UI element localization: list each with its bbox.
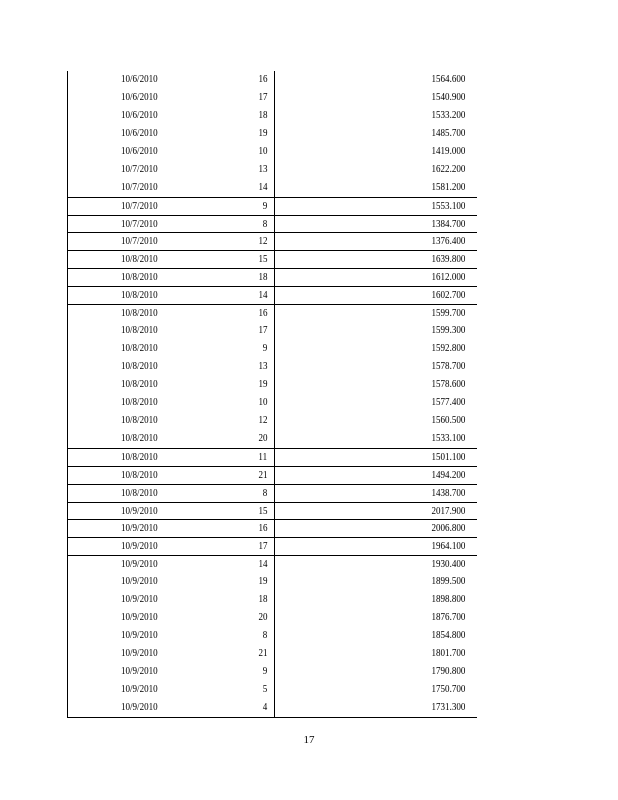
table-row	[68, 627, 477, 645]
value-cell: 1494.200	[431, 469, 465, 481]
table-row	[68, 340, 477, 358]
value-cell: 1930.400	[431, 559, 465, 571]
value-cell: 1599.700	[431, 308, 465, 320]
table-row	[68, 215, 477, 233]
value-cell: 1577.400	[431, 396, 465, 408]
table-row	[68, 286, 477, 304]
column-divider	[274, 71, 275, 718]
date-cell: 10/7/2010	[121, 236, 158, 248]
table-row	[68, 394, 477, 412]
value-cell: 1438.700	[431, 487, 465, 499]
id-cell: 16	[257, 523, 267, 535]
value-cell: 1564.600	[431, 74, 465, 85]
date-cell: 10/9/2010	[121, 576, 158, 588]
date-cell: 10/9/2010	[121, 541, 158, 553]
value-cell: 1898.800	[431, 594, 465, 606]
id-cell: 17	[257, 541, 267, 553]
table-row	[68, 663, 477, 681]
table-row	[68, 161, 477, 179]
date-cell: 10/9/2010	[121, 683, 158, 695]
table-row	[68, 197, 477, 215]
id-cell: 8	[262, 630, 267, 642]
value-cell: 1501.100	[431, 451, 465, 463]
date-cell: 10/6/2010	[121, 74, 158, 85]
date-cell: 10/8/2010	[121, 290, 158, 302]
value-cell: 1581.200	[431, 181, 465, 193]
id-cell: 16	[257, 308, 267, 320]
date-cell: 10/8/2010	[121, 343, 158, 355]
table-row	[68, 107, 477, 125]
date-cell: 10/9/2010	[121, 505, 158, 517]
table-row	[68, 537, 477, 555]
date-cell: 10/9/2010	[121, 701, 158, 713]
value-cell: 1612.000	[431, 272, 465, 284]
value-cell: 1801.700	[431, 648, 465, 659]
table-row	[68, 268, 477, 286]
date-cell: 10/7/2010	[121, 181, 158, 193]
date-cell: 10/8/2010	[121, 396, 158, 408]
date-cell: 10/8/2010	[121, 308, 158, 320]
id-cell: 14	[257, 181, 267, 193]
id-cell: 8	[262, 487, 267, 499]
value-cell: 1599.300	[431, 325, 465, 337]
value-cell: 1876.700	[431, 612, 465, 624]
id-cell: 15	[257, 505, 267, 517]
date-cell: 10/8/2010	[121, 451, 158, 463]
value-cell: 1964.100	[431, 541, 465, 553]
page-number: 17	[303, 734, 315, 746]
id-cell: 20	[257, 432, 267, 444]
value-cell: 1533.100	[431, 432, 465, 444]
id-cell: 8	[262, 218, 267, 230]
table-row	[68, 591, 477, 609]
id-cell: 12	[257, 414, 267, 426]
date-cell: 10/7/2010	[121, 163, 158, 175]
id-cell: 13	[257, 163, 267, 175]
date-cell: 10/6/2010	[121, 145, 158, 157]
value-cell: 1622.200	[431, 163, 465, 175]
table-row	[68, 430, 477, 448]
date-cell: 10/8/2010	[121, 469, 158, 481]
id-cell: 20	[257, 612, 267, 624]
table-row	[68, 555, 477, 573]
date-cell: 10/6/2010	[121, 109, 158, 121]
id-cell: 18	[257, 594, 267, 606]
id-cell: 9	[262, 343, 267, 355]
value-cell: 1553.100	[431, 200, 465, 212]
id-cell: 11	[258, 451, 267, 463]
value-cell: 1731.300	[431, 701, 465, 713]
table-row	[68, 250, 477, 268]
date-cell: 10/7/2010	[121, 218, 158, 230]
table-row	[68, 179, 477, 197]
id-cell: 4	[262, 701, 267, 713]
table-row	[68, 699, 477, 717]
date-cell: 10/9/2010	[121, 665, 158, 677]
value-cell: 1750.700	[431, 683, 465, 695]
date-cell: 10/9/2010	[121, 630, 158, 642]
id-cell: 19	[257, 576, 267, 588]
value-cell: 1560.500	[431, 414, 465, 426]
table-row	[68, 376, 477, 394]
date-cell: 10/8/2010	[121, 361, 158, 372]
id-cell: 19	[257, 378, 267, 390]
value-cell: 1578.600	[431, 378, 465, 390]
date-cell: 10/7/2010	[121, 200, 158, 212]
value-cell: 1376.400	[431, 236, 465, 248]
id-cell: 10	[257, 145, 267, 157]
date-cell: 10/8/2010	[121, 487, 158, 499]
id-cell: 5	[262, 683, 267, 695]
id-cell: 13	[257, 361, 267, 372]
value-cell: 1384.700	[431, 218, 465, 230]
date-cell: 10/8/2010	[121, 254, 158, 266]
table-row	[68, 466, 477, 484]
date-cell: 10/8/2010	[121, 414, 158, 426]
date-cell: 10/6/2010	[121, 127, 158, 139]
value-cell: 1578.700	[431, 361, 465, 372]
value-cell: 1790.800	[431, 665, 465, 677]
id-cell: 19	[257, 127, 267, 139]
id-cell: 16	[257, 74, 267, 85]
table-row	[68, 89, 477, 107]
date-cell: 10/9/2010	[121, 523, 158, 535]
date-cell: 10/6/2010	[121, 91, 158, 103]
data-table	[67, 71, 477, 718]
table-row	[68, 573, 477, 591]
table-row	[68, 125, 477, 143]
date-cell: 10/8/2010	[121, 325, 158, 337]
table-row	[68, 143, 477, 161]
value-cell: 2017.900	[431, 505, 465, 517]
table-row	[68, 232, 477, 250]
value-cell: 2006.800	[431, 523, 465, 535]
id-cell: 18	[257, 109, 267, 121]
table-row	[68, 304, 477, 322]
table-row	[68, 484, 477, 502]
id-cell: 12	[257, 236, 267, 248]
value-cell: 1592.800	[431, 343, 465, 355]
value-cell: 1533.200	[431, 109, 465, 121]
table-row	[68, 448, 477, 466]
table-row	[68, 71, 477, 89]
date-cell: 10/8/2010	[121, 378, 158, 390]
value-cell: 1540.900	[431, 91, 465, 103]
date-cell: 10/9/2010	[121, 648, 158, 659]
value-cell: 1485.700	[431, 127, 465, 139]
value-cell: 1899.500	[431, 576, 465, 588]
id-cell: 21	[257, 469, 267, 481]
date-cell: 10/9/2010	[121, 594, 158, 606]
date-cell: 10/9/2010	[121, 612, 158, 624]
id-cell: 14	[257, 290, 267, 302]
table-row	[68, 412, 477, 430]
value-cell: 1639.800	[431, 254, 465, 266]
id-cell: 14	[257, 559, 267, 571]
table-row	[68, 519, 477, 537]
date-cell: 10/8/2010	[121, 432, 158, 444]
date-cell: 10/9/2010	[121, 559, 158, 571]
value-cell: 1602.700	[431, 290, 465, 302]
table-row	[68, 681, 477, 699]
value-cell: 1854.800	[431, 630, 465, 642]
id-cell: 18	[257, 272, 267, 284]
id-cell: 10	[257, 396, 267, 408]
id-cell: 17	[257, 325, 267, 337]
id-cell: 17	[257, 91, 267, 103]
id-cell: 15	[257, 254, 267, 266]
id-cell: 9	[262, 200, 267, 212]
id-cell: 21	[257, 648, 267, 659]
table-row	[68, 358, 477, 376]
table-row	[68, 322, 477, 340]
table-row	[68, 645, 477, 663]
date-cell: 10/8/2010	[121, 272, 158, 284]
value-cell: 1419.000	[431, 145, 465, 157]
id-cell: 9	[262, 665, 267, 677]
table-row	[68, 502, 477, 520]
table-row	[68, 609, 477, 627]
